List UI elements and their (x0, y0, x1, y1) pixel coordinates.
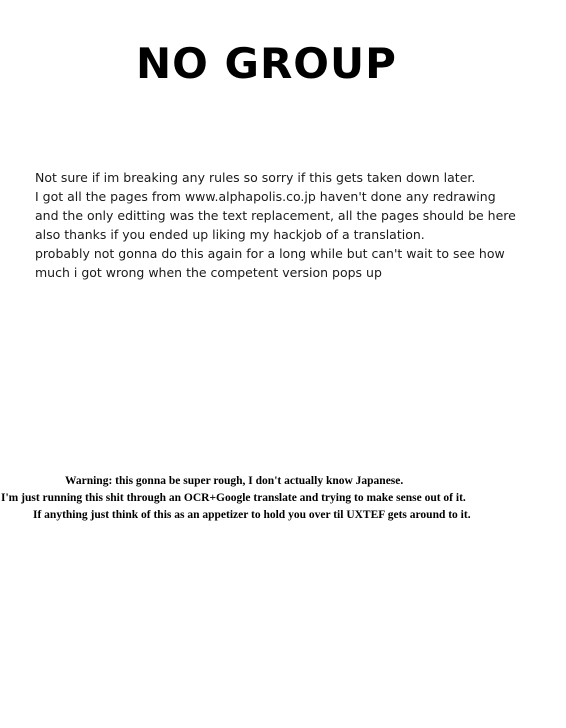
page-title: NO GROUP (136, 39, 397, 88)
note-line: and the only editting was the text replacement, all the pages should be here (35, 208, 516, 223)
warning-line: If anything just think of this as an appetizer to hold you over til UXTEF gets around to it. (33, 509, 471, 521)
warning-line: Warning: this gonna be super rough, I don't actually know Japanese. (65, 475, 404, 487)
note-line: I got all the pages from www.alphapolis.co.jp haven't done any redrawing (35, 189, 496, 204)
translator-notes (35, 168, 535, 282)
note-line: Not sure if im breaking any rules so sorry if this gets taken down later. (35, 170, 476, 185)
warning-line: I'm just running this shit through an OCR+Google translate and trying to make sense out of it. (1, 492, 466, 504)
note-line: probably not gonna do this again for a long while but can't wait to see how (35, 246, 505, 261)
note-line: much i got wrong when the competent version pops up (35, 265, 382, 280)
note-line: also thanks if you ended up liking my hackjob of a translation. (35, 227, 425, 242)
